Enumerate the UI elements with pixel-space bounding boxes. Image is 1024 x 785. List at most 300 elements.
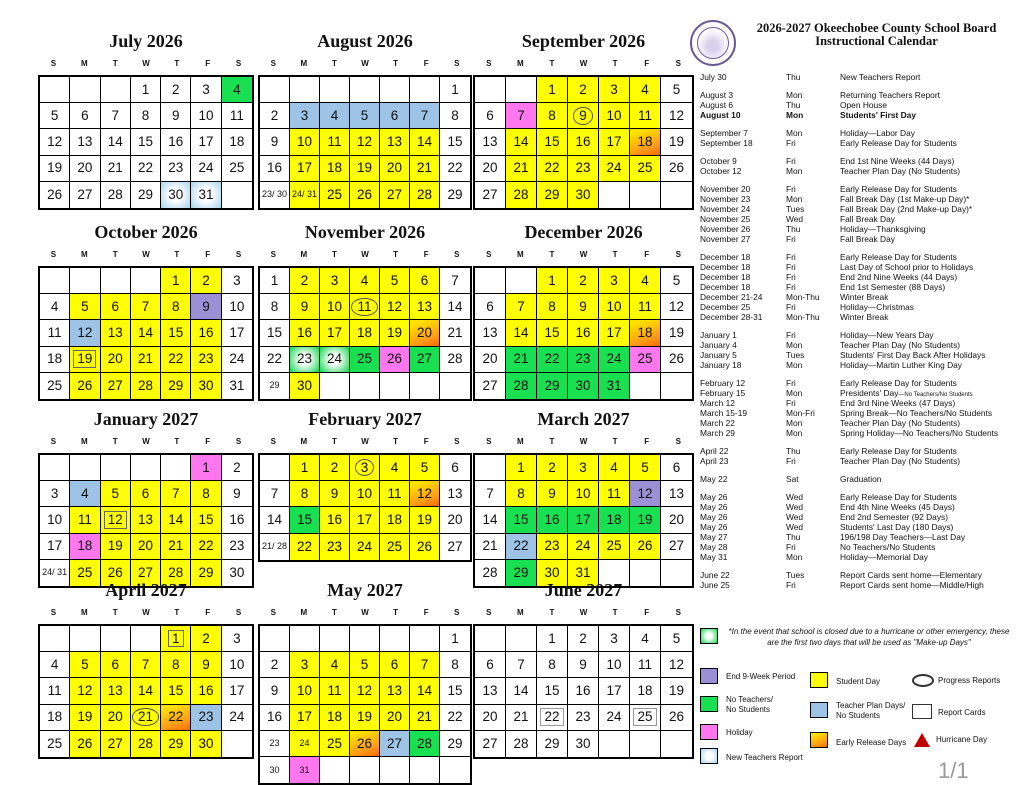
day-cell	[40, 705, 70, 731]
day-cell	[537, 373, 568, 399]
day-number: 5	[420, 459, 429, 475]
event-description-text: End 1st Semester (88 Days)	[840, 282, 946, 292]
day-cell	[260, 320, 290, 346]
day-number: 11	[77, 512, 92, 528]
day-number: 26	[386, 351, 403, 367]
day-number: 29	[544, 736, 560, 752]
weekday-label: W	[142, 608, 150, 617]
day-number: 3	[610, 630, 618, 646]
day-number: 10	[47, 512, 63, 528]
day-cell	[380, 294, 410, 320]
empty-cell	[410, 757, 440, 783]
empty-cell	[380, 77, 410, 103]
calendar-title	[744, 22, 1009, 48]
day-number: 3	[610, 272, 618, 288]
day-cell	[40, 320, 70, 346]
legend-hurricane-swatch	[700, 628, 718, 644]
day-cell	[630, 156, 661, 182]
event-date: May 31	[700, 552, 728, 562]
legend-no-teachers	[726, 695, 773, 715]
weekday-label: S	[454, 59, 460, 68]
day-cell	[161, 129, 191, 155]
weekday-label: S	[675, 437, 681, 446]
day-cell	[320, 268, 350, 294]
empty-cell	[70, 77, 100, 103]
event-weekday: Thu	[786, 532, 801, 542]
day-number: 30	[575, 187, 591, 203]
day-cell	[630, 705, 661, 731]
day-number: 13	[107, 683, 123, 699]
day-cell	[380, 678, 410, 704]
day-cell	[161, 731, 191, 757]
empty-cell	[320, 626, 350, 652]
day-number: 7	[517, 108, 525, 124]
day-cell	[131, 103, 161, 129]
event-description-text: End 2nd Semester (92 Days)	[840, 512, 948, 522]
day-number: 8	[270, 299, 279, 315]
day-number: 29	[137, 187, 153, 203]
day-number: 26	[668, 351, 685, 367]
weekday-label: T	[612, 437, 618, 446]
event-date: May 26	[700, 522, 728, 532]
day-cell	[131, 156, 161, 182]
day-number: 31	[229, 378, 245, 394]
day-cell	[222, 507, 252, 533]
day-cell	[630, 320, 661, 346]
event-weekday: Mon	[786, 128, 803, 138]
day-number: 24/ 31	[42, 567, 68, 578]
weekday-label: W	[579, 250, 588, 259]
day-cell	[568, 320, 599, 346]
day-number: 13	[416, 299, 433, 315]
weekday-label: S	[50, 250, 57, 259]
event-weekday: Fri	[786, 252, 796, 262]
day-number: 10	[198, 108, 214, 124]
day-number: 13	[482, 134, 498, 150]
day-cell	[131, 129, 161, 155]
event-description-text: End 1st Nine Weeks (44 Days)	[840, 156, 955, 166]
month-grid	[38, 624, 254, 759]
weekday-label: S	[675, 250, 681, 259]
day-number: 16	[229, 512, 245, 528]
weekday-label: T	[612, 608, 618, 617]
event-description	[840, 428, 998, 439]
day-cell	[320, 507, 350, 533]
day-cell	[661, 455, 692, 481]
day-cell	[191, 103, 221, 129]
event-date: March 29	[700, 428, 735, 438]
weekday-label: S	[486, 250, 492, 259]
day-number: 5	[672, 81, 681, 97]
day-cell	[161, 268, 191, 294]
day-number: 8	[202, 486, 210, 502]
day-number: 23	[296, 351, 313, 367]
event-date: May 27	[700, 532, 728, 542]
day-number: 2	[330, 459, 339, 475]
day-cell	[568, 678, 599, 704]
day-number: 8	[517, 486, 525, 502]
empty-cell	[440, 373, 470, 399]
day-number: 2	[579, 81, 587, 97]
day-number: 4	[360, 272, 369, 288]
event-description	[840, 166, 960, 177]
day-number: 13	[386, 683, 403, 699]
day-cell	[380, 320, 410, 346]
day-number: 4	[233, 81, 241, 97]
day-number: 1	[517, 459, 525, 475]
day-number: 30	[296, 378, 313, 394]
day-cell	[290, 294, 320, 320]
day-number: 10	[326, 299, 343, 315]
day-cell	[131, 678, 161, 704]
day-cell	[568, 294, 599, 320]
day-number: 20	[447, 512, 463, 528]
day-number: 8	[300, 486, 309, 502]
month-title: October 2026	[94, 222, 198, 242]
day-number: 11	[47, 325, 62, 341]
day-number: 16	[575, 683, 591, 699]
weekday-label: W	[361, 59, 369, 68]
day-cell	[440, 705, 470, 731]
day-number: 14	[416, 683, 433, 699]
event-date: January 18	[700, 360, 742, 370]
event-description	[840, 474, 881, 485]
day-number: 5	[360, 108, 369, 124]
day-number: 12	[416, 486, 433, 502]
day-number: 2	[548, 459, 556, 475]
title-line-2: Instructional Calendar	[815, 34, 938, 48]
day-number: 19	[356, 160, 373, 176]
weekday-label: S	[50, 59, 57, 68]
weekday-label: W	[142, 250, 150, 259]
day-number: 18	[326, 709, 343, 725]
day-number: 23	[229, 538, 245, 554]
event-description	[840, 360, 962, 371]
day-number: 28	[513, 378, 529, 394]
day-cell	[320, 347, 350, 373]
day-number: 7	[486, 486, 494, 502]
day-number: 10	[229, 299, 245, 315]
day-number: 16	[266, 709, 283, 725]
day-number: 18	[637, 325, 653, 341]
day-number: 29	[198, 565, 214, 581]
day-number: 27	[668, 538, 685, 554]
day-number: 27	[482, 378, 498, 394]
day-cell	[440, 182, 470, 208]
event-date: September 18	[700, 138, 753, 148]
day-number: 30	[575, 736, 591, 752]
event-weekday: Fri	[786, 234, 796, 244]
empty-cell	[661, 373, 692, 399]
day-number: 13	[107, 325, 123, 341]
empty-cell	[350, 757, 380, 783]
day-cell	[630, 268, 661, 294]
event-description-text: Report Cards sent home—Elementary	[840, 570, 982, 580]
event-date: January 1	[700, 330, 737, 340]
weekday-label: S	[675, 608, 681, 617]
day-number: 26	[47, 187, 63, 203]
day-cell	[661, 347, 692, 373]
day-number: 25	[386, 538, 403, 554]
day-number: 25	[356, 351, 373, 367]
day-cell	[290, 320, 320, 346]
day-number: 7	[141, 657, 150, 673]
empty-cell	[599, 731, 630, 757]
day-number: 16	[296, 325, 313, 341]
title-line-1: 2026-2027 Okeechobee County School Board	[756, 21, 997, 35]
day-number: 12	[356, 134, 373, 150]
event-weekday: Mon	[786, 90, 803, 100]
day-cell	[475, 678, 506, 704]
day-cell	[101, 156, 131, 182]
day-cell	[290, 182, 320, 208]
day-number: 3	[202, 81, 210, 97]
weekday-label: T	[174, 59, 180, 68]
day-cell	[191, 705, 221, 731]
weekday-label: F	[205, 59, 211, 68]
day-cell	[260, 507, 290, 533]
event-date: December 21-24	[700, 292, 763, 302]
empty-cell	[101, 455, 131, 481]
day-number: 27	[416, 351, 433, 367]
day-cell	[410, 347, 440, 373]
day-cell	[537, 182, 568, 208]
day-number: 24	[299, 737, 310, 748]
day-cell	[599, 77, 630, 103]
day-cell	[440, 347, 470, 373]
day-cell	[537, 347, 568, 373]
day-cell	[290, 705, 320, 731]
weekday-label: F	[644, 608, 650, 617]
day-cell	[131, 294, 161, 320]
event-weekday: Fri	[786, 262, 796, 272]
day-number: 19	[668, 683, 685, 699]
event-date: December 18	[700, 262, 751, 272]
day-cell	[161, 156, 191, 182]
day-number: 2	[202, 630, 210, 646]
event-description-text: End 4th Nine Weeks (45 Days)	[840, 502, 955, 512]
event-weekday: Mon	[786, 110, 804, 120]
report-card-day: 1	[168, 630, 184, 648]
event-description-text: 196/198 Day Teachers—Last Day	[840, 532, 966, 542]
day-number: 13	[77, 134, 93, 150]
day-cell	[599, 507, 630, 533]
event-description-text: Spring Break—No Teachers/No Students	[840, 408, 993, 418]
weekday-label: T	[174, 608, 180, 617]
event-description-text: Holiday—Christmas	[840, 302, 914, 312]
day-cell	[101, 129, 131, 155]
day-number: 4	[330, 108, 339, 124]
weekday-label: T	[112, 250, 118, 259]
day-cell	[320, 129, 350, 155]
day-cell	[568, 77, 599, 103]
event-date: August 10	[700, 110, 741, 120]
weekday-label: T	[174, 250, 180, 259]
empty-cell	[506, 268, 537, 294]
day-cell	[568, 626, 599, 652]
day-number: 22	[544, 351, 560, 367]
day-number: 30	[575, 378, 591, 394]
event-description-text: Early Release Day for Students	[840, 252, 957, 262]
day-cell	[380, 347, 410, 373]
event-weekday: Mon	[786, 360, 803, 370]
day-cell	[440, 103, 470, 129]
day-cell	[506, 320, 537, 346]
day-cell	[191, 156, 221, 182]
day-number: 5	[672, 272, 681, 288]
event-date: December 18	[700, 272, 751, 282]
day-number: 18	[637, 683, 653, 699]
event-weekday: Wed	[786, 492, 804, 502]
day-number: 28	[137, 378, 153, 394]
day-cell	[70, 129, 100, 155]
day-cell	[40, 103, 70, 129]
day-number: 30	[198, 736, 214, 752]
legend-report-cards: Report Cards	[938, 708, 986, 717]
day-cell	[350, 652, 380, 678]
day-number: 2	[202, 272, 210, 288]
day-cell	[599, 652, 630, 678]
empty-cell	[410, 626, 440, 652]
weekday-label: W	[361, 437, 369, 446]
day-cell	[661, 268, 692, 294]
event-description	[840, 580, 984, 591]
day-number: 7	[270, 486, 279, 502]
day-cell	[101, 507, 131, 533]
day-number: 14	[137, 683, 153, 699]
day-number: 24	[229, 351, 245, 367]
day-cell	[440, 455, 470, 481]
day-cell	[599, 294, 630, 320]
day-cell	[568, 705, 599, 731]
day-number: 27	[482, 187, 498, 203]
day-cell	[161, 294, 191, 320]
event-weekday: Tues	[786, 204, 805, 214]
day-cell	[101, 103, 131, 129]
event-date: August 6	[700, 100, 734, 110]
day-number: 3	[300, 657, 309, 673]
day-number: 16	[198, 325, 214, 341]
day-cell	[380, 455, 410, 481]
empty-cell	[40, 455, 70, 481]
day-cell	[380, 507, 410, 533]
day-cell	[410, 103, 440, 129]
report-card-day: 19	[73, 350, 96, 368]
day-cell	[380, 103, 410, 129]
day-cell	[630, 129, 661, 155]
day-cell	[630, 507, 661, 533]
event-weekday: Mon	[786, 166, 803, 176]
day-number: 25	[606, 538, 622, 554]
day-number: 28	[482, 565, 498, 581]
day-cell	[599, 373, 630, 399]
day-number: 15	[447, 134, 463, 150]
day-number: 17	[296, 709, 313, 725]
day-number: 9	[202, 657, 210, 673]
day-cell	[131, 182, 161, 208]
weekday-header	[258, 250, 472, 262]
month-title: August 2026	[317, 31, 413, 51]
empty-cell	[40, 77, 70, 103]
weekday-label: S	[270, 250, 276, 259]
weekday-label: F	[423, 59, 429, 68]
event-description-text: End 3rd Nine Weeks (47 Days)	[840, 398, 956, 408]
hurricane-triangle-icon	[914, 733, 930, 747]
day-cell	[40, 652, 70, 678]
day-cell	[440, 77, 470, 103]
day-cell	[537, 705, 568, 731]
day-number: 24	[229, 709, 245, 725]
weekday-label: W	[142, 437, 150, 446]
event-date: November 27	[700, 234, 751, 244]
day-cell	[350, 103, 380, 129]
day-cell	[191, 455, 221, 481]
day-cell	[290, 129, 320, 155]
event-date: October 12	[700, 166, 742, 176]
day-number: 29	[168, 736, 184, 752]
weekday-label: S	[454, 437, 460, 446]
day-number: 23	[575, 160, 591, 176]
day-number: 29	[269, 380, 280, 391]
event-description-text: Report Cards sent home—Middle/High	[840, 580, 984, 590]
day-cell	[661, 626, 692, 652]
day-cell	[320, 294, 350, 320]
weekday-header	[38, 250, 254, 262]
day-cell	[70, 294, 100, 320]
day-number: 16	[575, 325, 591, 341]
day-cell	[290, 103, 320, 129]
event-weekday: Tues	[786, 570, 805, 580]
day-cell	[661, 652, 692, 678]
day-number: 26	[107, 565, 123, 581]
event-description-text: Fall Break Day	[840, 214, 895, 224]
day-number: 19	[77, 709, 93, 725]
day-number: 15	[544, 134, 560, 150]
day-number: 16	[326, 512, 343, 528]
day-cell	[290, 678, 320, 704]
weekday-label: T	[393, 437, 399, 446]
day-cell	[410, 481, 440, 507]
day-cell	[350, 268, 380, 294]
day-cell	[410, 455, 440, 481]
day-cell	[475, 294, 506, 320]
month-title: May 2027	[327, 580, 403, 600]
day-cell	[440, 294, 470, 320]
day-number: 12	[356, 683, 373, 699]
day-number: 17	[326, 325, 343, 341]
event-weekday: Fri	[786, 156, 796, 166]
day-cell	[350, 678, 380, 704]
event-date: February 15	[700, 388, 746, 398]
day-cell	[290, 373, 320, 399]
month-title: March 2027	[537, 409, 630, 429]
weekday-label: M	[300, 59, 308, 68]
weekday-header	[38, 437, 254, 449]
day-cell	[350, 294, 380, 320]
day-number: 20	[386, 709, 403, 725]
day-cell	[101, 731, 131, 757]
day-number: 18	[47, 709, 63, 725]
day-cell	[40, 481, 70, 507]
empty-cell	[260, 455, 290, 481]
day-cell	[410, 507, 440, 533]
weekday-label: F	[205, 250, 211, 259]
day-cell	[290, 156, 320, 182]
event-date: April 22	[700, 446, 729, 456]
day-cell	[191, 294, 221, 320]
day-number: 15	[296, 512, 313, 528]
page-number: 1/1	[938, 758, 969, 783]
